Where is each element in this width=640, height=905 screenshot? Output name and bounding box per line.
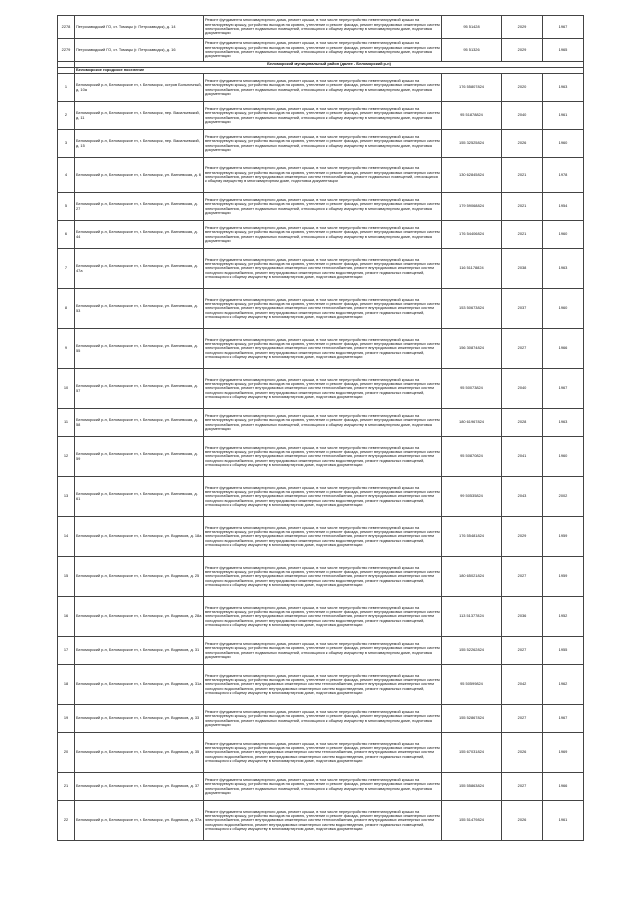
cost-cell: 155 55863824 [442,773,502,801]
built-year-cell: 1959 [543,557,584,597]
address-cell: Беломорский р-н, Беломорское гп, г. Беломорск, ул. Ванчевская, д. 55 [75,329,204,369]
cost-cell: 155 52867824 [442,705,502,733]
cost-cell: 176 54406824 [442,221,502,249]
cost-cell: 99 50535824 [442,477,502,517]
row-number: 2278 [58,16,75,39]
section-title: Беломорский муниципальный район (далее - Беломорский р-н) [75,62,584,68]
address-cell: Беломорский р-н, Беломорское гп, г. Беломорск, пер. Васильевский, д. 11 [75,102,204,130]
table-row [58,289,584,329]
cost-cell: 155 67031824 [442,733,502,773]
table-row [58,221,584,249]
table-row [58,74,584,102]
year-cell: 2020 [502,74,543,102]
cost-cell: 180 65021824 [442,557,502,597]
built-year-cell: 1960 [543,289,584,329]
table-row [58,477,584,517]
subsection-title: Беломорское городское поселение [75,68,584,74]
built-year-cell: 1963 [543,74,584,102]
cost-cell: 179 59068824 [442,193,502,221]
row-number: 7 [58,249,75,289]
table-row [58,369,584,409]
row-number: 4 [58,158,75,193]
work-description-cell: Ремонт фундамента многоквартирного дома, ремонт крыши, в том числе переустройство невентилируемой крыши на вентилируемую крышу, устройство выходов на кровлю, утепление и ремонт фасада, ремонт внутридомовых инженерных систем электроснабжения, ремонт внутридомовых инженерных систем теплоснабжения, ремонт внутридомовых инженерных систем холодного водоснабжения, ремонт внутридомовых инженерных систем водоотведения, ремонт подвальных помещений, относящихся к общему имуществу в многоквартирном доме, подготовка документации [204,369,442,409]
row-number: 19 [58,705,75,733]
work-description-cell: Ремонт фундамента многоквартирного дома, ремонт крыши, в том числе переустройство невентилируемой крыши на вентилируемую крышу, устройство выходов на кровлю, утепление и ремонт фасада, ремонт внутридомовых инженерных систем электроснабжения, ремонт внутридомовых инженерных систем теплоснабжения, ремонт внутридомовых инженерных систем холодного водоснабжения, ремонт внутридомовых инженерных систем водоотведения, ремонт подвальных помещений, относящихся к общему имуществу в многоквартирном доме, подготовка документации [204,437,442,477]
address-cell: Беломорский р-н, Беломорское гп, г. Беломорск, ул. Водников, д. 35 [75,733,204,773]
address-cell: Беломорский р-н, Беломорское гп, г. Беломорск, ул. Водников, д. 25 [75,557,204,597]
work-description-cell: Ремонт фундамента многоквартирного дома, ремонт крыши, в том числе переустройство невентилируемой крыши на вентилируемую крышу, устройство выходов на кровлю, утепление и ремонт фасада, ремонт внутридомовых инженерных систем электроснабжения, ремонт внутридомовых инженерных систем теплоснабжения, ремонт внутридомовых инженерных систем холодного водоснабжения, ремонт внутридомовых инженерных систем водоотведения, ремонт подвальных помещений, относящихся к общему имуществу в многоквартирном доме, подготовка документации [204,289,442,329]
work-description-cell: Ремонт фундамента многоквартирного дома, ремонт крыши, в том числе переустройство невентилируемой крыши на вентилируемую крышу, устройство выходов на кровлю, утепление и ремонт фасада, ремонт внутридомовых инженерных систем электроснабжения, ремонт подвальных помещений, относящихся к общему имуществу в многоквартирном доме, подготовка документации [204,102,442,130]
address-cell: Беломорский р-н, Беломорское гп, г. Беломорск, ул. Ванчевская, д. 57 [75,369,204,409]
row-number: 21 [58,773,75,801]
address-cell: Беломорский р-н, Беломорское гп, г. Беломорск, ул. Водников, д. 18а [75,517,204,557]
cost-cell: 95 51878824 [442,102,502,130]
row-number: 2 [58,102,75,130]
year-cell: 2036 [502,597,543,637]
cost-cell: 176 55807824 [442,74,502,102]
table-row [58,517,584,557]
table-row [58,437,584,477]
row-number: 10 [58,369,75,409]
table-row [58,773,584,801]
work-description-cell: Ремонт фундамента многоквартирного дома, ремонт крыши, в том числе переустройство невентилируемой крыши на вентилируемую крышу, устройство выходов на кровлю, утепление и ремонт фасада, ремонт внутридомовых инженерных систем электроснабжения, ремонт внутридомовых инженерных систем теплоснабжения, ремонт внутридомовых инженерных систем холодного водоснабжения, ремонт внутридомовых инженерных систем водоотведения, ремонт подвальных помещений, относящихся к общему имуществу в многоквартирном доме, подготовка документации [204,801,442,841]
year-cell: 2021 [502,158,543,193]
built-year-cell: 1960 [543,221,584,249]
work-description-cell: Ремонт фундамента многоквартирного дома, ремонт крыши, в том числе переустройство невентилируемой крыши на вентилируемую крышу, устройство выходов на кровлю, утепление и ремонт фасада, ремонт внутридомовых инженерных систем электроснабжения, ремонт подвальных помещений, относящихся к общему имуществу в многоквартирном доме, подготовка документации [204,773,442,801]
address-cell: Беломорский р-н, Беломорское гп, г. Беломорск, ул. Водников, д. 37а [75,801,204,841]
work-description-cell: Ремонт фундамента многоквартирного дома, ремонт крыши, в том числе переустройство невентилируемой крыши на вентилируемую крышу, устройство выходов на кровлю, утепление и ремонт фасада, ремонт внутридомовых инженерных систем электроснабжения, ремонт подвальных помещений, относящихся к общему имуществу в многоквартирном доме, подготовка документации [204,221,442,249]
address-cell: Беломорский р-н, Беломорское гп, г. Беломорск, ул. Водников, д. 31 [75,637,204,665]
built-year-cell: 1961 [543,102,584,130]
table-row [58,39,584,62]
year-cell: 2026 [502,801,543,841]
cost-cell: 95 50599824 [442,665,502,705]
built-year-cell: 1967 [543,705,584,733]
work-description-cell: Ремонт фундамента многоквартирного дома, ремонт крыши, в том числе переустройство невентилируемой крыши на вентилируемую крышу, устройство выходов на кровлю, утепление и ремонт фасада, ремонт внутридомовых инженерных систем электроснабжения, ремонт внутридомовых инженерных систем теплоснабжения, ремонт внутридомовых инженерных систем холодного водоснабжения, ремонт внутридомовых инженерных систем водоотведения, ремонт подвальных помещений, относящихся к общему имуществу в многоквартирном доме, подготовка документации [204,597,442,637]
address-cell: Беломорский р-н, Беломорское гп, г. Беломорск, ул. Ванчевская, д. 27 [75,193,204,221]
table-row [58,557,584,597]
built-year-cell: 2002 [543,477,584,517]
built-year-cell: 1967 [543,16,584,39]
address-cell: Беломорский р-н, Беломорское гп, г. Беломорск, ул. Ванчевская, д. 47а [75,249,204,289]
table-row [58,249,584,289]
year-cell: 2027 [502,705,543,733]
year-cell: 2042 [502,665,543,705]
year-cell: 2040 [502,369,543,409]
cost-cell: 155 32525824 [442,130,502,158]
built-year-cell: 1961 [543,801,584,841]
year-cell: 2027 [502,557,543,597]
cost-cell: 130 62845824 [442,158,502,193]
built-year-cell: 1963 [543,409,584,437]
cost-cell: 95 51428 [442,16,502,39]
address-cell: Беломорский р-н, Беломорское гп, г. Беломорск, ул. Ванчевская, д. 53 [75,289,204,329]
table-row [58,637,584,665]
address-cell: Беломорский р-н, Беломорское гп, г. Беломорск, ул. Ванчевская, д. 44 [75,221,204,249]
row-number: 6 [58,221,75,249]
built-year-cell: 1962 [543,665,584,705]
row-number: 14 [58,517,75,557]
built-year-cell: 1952 [543,597,584,637]
table-row [58,665,584,705]
work-description-cell: Ремонт фундамента многоквартирного дома, ремонт крыши, в том числе переустройство невентилируемой крыши на вентилируемую крышу, устройство выходов на кровлю, утепление и ремонт фасада, ремонт внутридомовых инженерных систем электроснабжения, ремонт подвальных помещений, относящихся к общему имуществу в многоквартирном доме, подготовка документации [204,705,442,733]
row-number: 13 [58,477,75,517]
year-cell: 2029 [502,39,543,62]
work-description-cell: Ремонт фундамента многоквартирного дома, ремонт крыши, в том числе переустройство невентилируемой крыши на вентилируемую крышу, устройство выходов на кровлю, утепление и ремонт фасада, ремонт внутридомовых инженерных систем электроснабжения, ремонт внутридомовых инженерных систем теплоснабжения, ремонт внутридомовых инженерных систем холодного водоснабжения, ремонт внутридомовых инженерных систем водоотведения, ремонт подвальных помещений, относящихся к общему имуществу в многоквартирном доме, подготовка документации [204,517,442,557]
row-number: 22 [58,801,75,841]
address-cell: Беломорский р-н, Беломорское гп, г. Беломорск, ул. Ванчевская, д. 59 [75,437,204,477]
work-description-cell: Ремонт фундамента многоквартирного дома, ремонт крыши, в том числе переустройство невентилируемой крыши на вентилируемую крышу, устройство выходов на кровлю, утепление и ремонт фасада, ремонт внутридомовых инженерных систем электроснабжения, ремонт внутридомовых инженерных систем теплоснабжения, ремонт внутридомовых инженерных систем холодного водоснабжения, ремонт внутридомовых инженерных систем водоотведения, ремонт подвальных помещений, относящихся к общему имуществу в многоквартирном доме, подготовка документации [204,477,442,517]
year-cell: 2029 [502,16,543,39]
row-number: 12 [58,437,75,477]
cost-cell: 156 30874824 [442,329,502,369]
work-description-cell: Ремонт фундамента многоквартирного дома, ремонт крыши, в том числе переустройство невентилируемой крыши на вентилируемую крышу, устройство выходов на кровлю, утепление и ремонт фасада, ремонт внутридомовых инженерных систем электроснабжения, ремонт подвальных помещений, относящихся к общему имуществу в многоквартирном доме, подготовка документации [204,74,442,102]
table-body-main [58,74,584,841]
address-cell: Петрозаводский ГО, ст. Томицы (г. Петрозаводск), д. 16 [75,39,204,62]
work-description-cell: Ремонт фундамента многоквартирного дома, ремонт крыши, в том числе переустройство невентилируемой крыши на вентилируемую крышу, устройство выходов на кровлю, утепление и ремонт фасада, ремонт внутридомовых инженерных систем электроснабжения, ремонт внутридомовых инженерных систем теплоснабжения, ремонт внутридомовых инженерных систем холодного водоснабжения, ремонт внутридомовых инженерных систем водоотведения, ремонт подвальных помещений, относящихся к общему имуществу в многоквартирном доме, подготовка документации [204,665,442,705]
table-row [58,705,584,733]
address-cell: Петрозаводский ГО, ст. Томицы (г. Петрозаводск), д. 14 [75,16,204,39]
table-row [58,733,584,773]
cost-cell: 180 61967824 [442,409,502,437]
built-year-cell: 1959 [543,517,584,557]
address-cell: Беломорский р-н, Беломорское гп, г. Беломорск, ул. Ванчевская, д. 6 [75,158,204,193]
year-cell: 2027 [502,329,543,369]
address-cell: Беломорский р-н, Беломорское гп, г. Беломорск, ул. Водников, д. 33 [75,705,204,733]
address-cell: Беломорский р-н, Беломорское гп, г. Беломорск, ул. Водников, д. 31а [75,665,204,705]
address-cell: Беломорский р-н, Беломорское гп, г. Беломорск, ул. Ванчевская, д. 58 [75,409,204,437]
built-year-cell: 1954 [543,193,584,221]
built-year-cell: 1965 [543,39,584,62]
year-cell: 2037 [502,289,543,329]
built-year-cell: 1969 [543,733,584,773]
table-row [58,801,584,841]
built-year-cell: 1966 [543,329,584,369]
built-year-cell: 1960 [543,130,584,158]
built-year-cell: 1966 [543,773,584,801]
table-row [58,130,584,158]
cost-cell: 95 50870824 [442,437,502,477]
row-number: 1 [58,74,75,102]
year-cell: 2021 [502,221,543,249]
year-cell: 2026 [502,130,543,158]
work-description-cell: Ремонт фундамента многоквартирного дома, ремонт крыши, в том числе переустройство невентилируемой крыши на вентилируемую крышу, устройство выходов на кровлю, утепление и ремонт фасада, ремонт внутридомовых инженерных систем электроснабжения, ремонт внутридомовых инженерных систем теплоснабжения, ремонт внутридомовых инженерных систем холодного водоснабжения, ремонт внутридомовых инженерных систем водоотведения, ремонт подвальных помещений, относящихся к общему имуществу в многоквартирном доме, подготовка документации [204,557,442,597]
row-number: 17 [58,637,75,665]
row-number: 9 [58,329,75,369]
work-description-cell: Ремонт фундамента многоквартирного дома, ремонт крыши, в том числе переустройство невентилируемой крыши на вентилируемую крышу, устройство выходов на кровлю, утепление и ремонт фасада, ремонт внутридомовых инженерных систем электроснабжения, ремонт подвальных помещений, относящихся к общему имуществу в многоквартирном доме, подготовка документации [204,637,442,665]
cost-cell: 95 50073824 [442,369,502,409]
cost-cell: 153 50673824 [442,289,502,329]
built-year-cell: 1960 [543,437,584,477]
row-number: 8 [58,289,75,329]
row-number: 18 [58,665,75,705]
cost-cell: 155 51479824 [442,801,502,841]
address-cell: Беломорский р-н, Беломорское гп, г. Беломорск, остров Больничный, д. 10а [75,74,204,102]
year-cell: 2041 [502,437,543,477]
cost-cell: 113 51377824 [442,597,502,637]
year-cell: 2027 [502,773,543,801]
row-number: 5 [58,193,75,221]
table-row [58,16,584,39]
work-description-cell: Ремонт фундамента многоквартирного дома, ремонт крыши, в том числе переустройство невентилируемой крыши на вентилируемую крышу, устройство выходов на кровлю, утепление и ремонт фасада, ремонт внутридомовых инженерных систем электроснабжения, ремонт внутридомовых инженерных систем теплоснабжения, ремонт внутридомовых инженерных систем холодного водоснабжения, ремонт внутридомовых инженерных систем водоотведения, ремонт подвальных помещений, относящихся к общему имуществу в многоквартирном доме, подготовка документации [204,329,442,369]
table-row [58,193,584,221]
work-description-cell: Ремонт фундамента многоквартирного дома, ремонт крыши, в том числе переустройство невентилируемой крыши на вентилируемую крышу, устройство выходов на кровлю, утепление и ремонт фасада, ремонт внутридомовых инженерных систем электроснабжения, ремонт подвальных помещений, относящихся к общему имуществу в многоквартирном доме, подготовка документации [204,130,442,158]
row-number: 3 [58,130,75,158]
cost-cell: 116 51178824 [442,249,502,289]
year-cell: 2040 [502,102,543,130]
year-cell: 2028 [502,409,543,437]
table-row [58,597,584,637]
address-cell: Беломорский р-н, Беломорское гп, г. Беломорск, пер. Васильевский, д. 15 [75,130,204,158]
built-year-cell: 1967 [543,369,584,409]
table-row [58,409,584,437]
built-year-cell: 1963 [543,249,584,289]
work-description-cell: Ремонт фундамента многоквартирного дома, ремонт крыши, в том числе переустройство невентилируемой крыши на вентилируемую крышу, устройство выходов на кровлю, утепление и ремонт фасада, ремонт внутридомовых инженерных систем электроснабжения, ремонт подвальных помещений, относящихся к общему имуществу в многоквартирном доме, подготовка документации [204,193,442,221]
year-cell: 2043 [502,477,543,517]
year-cell: 2026 [502,733,543,773]
work-description-cell: Ремонт фундамента многоквартирного дома, ремонт крыши, в том числе переустройство невентилируемой крыши на вентилируемую крышу, устройство выходов на кровлю, утепление и ремонт фасада, ремонт внутридомовых инженерных систем электроснабжения, ремонт подвальных помещений, относящихся к общему имуществу в многоквартирном доме, подготовка документации [204,39,442,62]
work-description-cell: Ремонт фундамента многоквартирного дома, ремонт крыши, в том числе переустройство невентилируемой крыши на вентилируемую крышу, устройство выходов на кровлю, утепление и ремонт фасада, ремонт внутридомовых инженерных систем электроснабжения, ремонт подвальных помещений, относящихся к общему имуществу в многоквартирном доме, подготовка документации [204,16,442,39]
row-number: 15 [58,557,75,597]
table-row [58,102,584,130]
row-number: 2279 [58,39,75,62]
row-number: 16 [58,597,75,637]
work-description-cell: Ремонт фундамента многоквартирного дома, ремонт крыши, в том числе переустройство невентилируемой крыши на вентилируемую крышу, устройство выходов на кровлю, утепление и ремонт фасада, ремонт внутридомовых инженерных систем электроснабжения, ремонт внутридомовых инженерных систем теплоснабжения, ремонт внутридомовых инженерных систем холодного водоснабжения, ремонт внутридомовых инженерных систем водоотведения, ремонт подвальных помещений, относящихся к общему имуществу в многоквартирном доме, подготовка документации [204,249,442,289]
address-cell: Беломорский р-н, Беломорское гп, г. Беломорск, ул. Водников, д. 28а [75,597,204,637]
year-cell: 2038 [502,249,543,289]
cost-cell: 155 52262824 [442,637,502,665]
work-description-cell: Ремонт фундамента многоквартирного дома, ремонт крыши, в том числе переустройство невентилируемой крыши на вентилируемую крышу, устройство выходов на кровлю, утепление и ремонт фасада, ремонт внутридомовых инженерных систем электроснабжения, ремонт внутридомовых инженерных систем теплоснабжения, ремонт подвальных помещений, относящихся к общему имуществу в многоквартирном доме, подготовка документации [204,158,442,193]
row-number: 20 [58,733,75,773]
work-description-cell: Ремонт фундамента многоквартирного дома, ремонт крыши, в том числе переустройство невентилируемой крыши на вентилируемую крышу, устройство выходов на кровлю, утепление и ремонт фасада, ремонт внутридомовых инженерных систем электроснабжения, ремонт подвальных помещений, относящихся к общему имуществу в многоквартирном доме, подготовка документации [204,409,442,437]
repair-program-table [57,15,584,841]
year-cell: 2027 [502,637,543,665]
table-body-top [58,16,584,74]
document-page [57,15,583,841]
year-cell: 2021 [502,193,543,221]
year-cell: 2029 [502,517,543,557]
built-year-cell: 1955 [543,637,584,665]
table-row [58,158,584,193]
address-cell: Беломорский р-н, Беломорское гп, г. Беломорск, ул. Водников, д. 37 [75,773,204,801]
cost-cell: 176 55481824 [442,517,502,557]
table-row [58,329,584,369]
work-description-cell: Ремонт фундамента многоквартирного дома, ремонт крыши, в том числе переустройство невентилируемой крыши на вентилируемую крышу, устройство выходов на кровлю, утепление и ремонт фасада, ремонт внутридомовых инженерных систем электроснабжения, ремонт внутридомовых инженерных систем теплоснабжения, ремонт внутридомовых инженерных систем холодного водоснабжения, ремонт внутридомовых инженерных систем водоотведения, ремонт подвальных помещений, относящихся к общему имуществу в многоквартирном доме, подготовка документации [204,733,442,773]
row-number: 11 [58,409,75,437]
address-cell: Беломорский р-н, Беломорское гп, г. Беломорск, ул. Ванчевская, д. 61 [75,477,204,517]
built-year-cell: 1978 [543,158,584,193]
cost-cell: 95 51326 [442,39,502,62]
